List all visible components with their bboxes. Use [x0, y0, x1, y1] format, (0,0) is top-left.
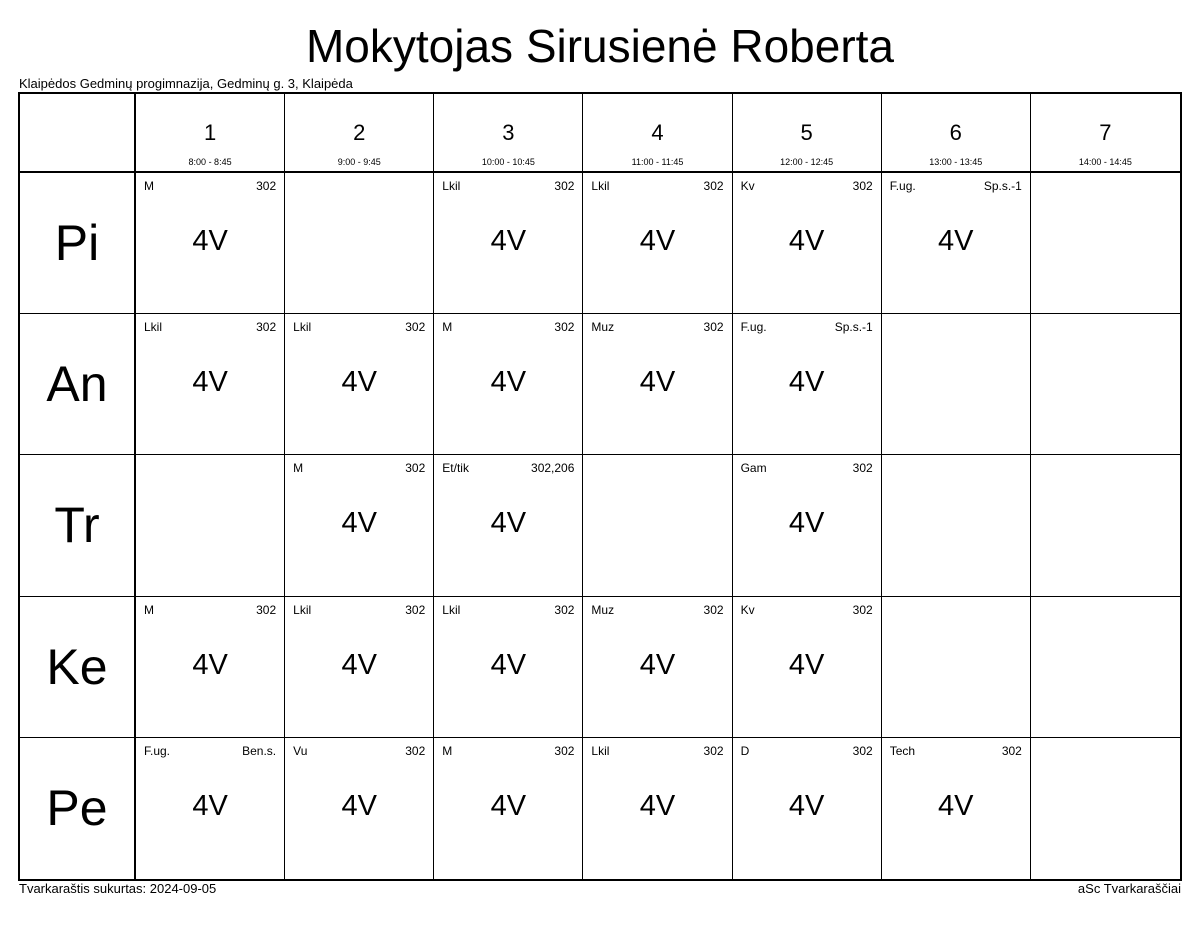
- lesson-class: 4V: [788, 789, 825, 822]
- lesson-subject: D: [740, 743, 750, 758]
- empty-cell: [882, 455, 1031, 596]
- period-header: [136, 94, 285, 173]
- period-header: [733, 94, 882, 173]
- period-number: 1: [203, 120, 217, 145]
- lesson-cell: [285, 597, 434, 738]
- lesson-cell: [882, 738, 1031, 879]
- lesson-subject: Muz: [591, 320, 615, 335]
- day-header: [20, 314, 136, 455]
- lesson-subject: M: [442, 743, 453, 758]
- lesson-subject: M: [144, 602, 154, 617]
- lesson-class: 4V: [639, 648, 676, 681]
- lesson-class: 4V: [192, 789, 228, 822]
- period-time: 10:00 - 10:45: [481, 157, 535, 167]
- lesson-subject: Lkil: [293, 602, 312, 617]
- lesson-class: 4V: [341, 366, 377, 399]
- period-number: 7: [1099, 120, 1112, 145]
- lesson-cell: [733, 455, 882, 596]
- lesson-room: 302: [1001, 743, 1022, 758]
- lesson-class: 4V: [938, 789, 974, 822]
- lesson-class: 4V: [490, 225, 527, 257]
- period-time: 11:00 - 11:45: [631, 157, 684, 167]
- lesson-room: 302: [703, 179, 724, 193]
- lesson-cell: [434, 173, 583, 314]
- brand-label: aSc Tvarkaraščiai: [1077, 881, 1181, 896]
- period-time: 12:00 - 12:45: [780, 157, 834, 167]
- lesson-cell: [733, 597, 882, 738]
- lesson-class: 4V: [788, 648, 825, 681]
- day-label: Tr: [54, 497, 100, 554]
- lesson-room: 302: [852, 743, 873, 758]
- lesson-subject: Et/tik: [442, 461, 469, 476]
- lesson-subject: Lkil: [591, 179, 610, 193]
- created-date: Tvarkaraštis sukurtas: 2024-09-05: [19, 881, 217, 896]
- lesson-cell: [733, 173, 882, 314]
- lesson-class: 4V: [639, 366, 676, 399]
- lesson-room: Ben.s.: [242, 743, 277, 758]
- lesson-cell: [733, 314, 882, 455]
- lesson-room: 302: [852, 602, 873, 617]
- lesson-subject: Lkil: [442, 179, 461, 193]
- lesson-subject: M: [144, 179, 154, 193]
- lesson-cell: [434, 314, 583, 455]
- lesson-room: 302: [554, 320, 575, 335]
- lesson-class: 4V: [490, 789, 527, 822]
- empty-cell: [1031, 455, 1180, 596]
- day-header: [20, 173, 136, 314]
- lesson-room: 302: [405, 602, 426, 617]
- empty-cell: [1031, 738, 1180, 879]
- timetable-grid: [18, 92, 1182, 881]
- day-label: Ke: [46, 638, 108, 695]
- lesson-class: 4V: [490, 366, 527, 399]
- empty-cell: [136, 455, 285, 596]
- day-label: Pe: [46, 780, 108, 837]
- lesson-cell: [583, 173, 732, 314]
- lesson-subject: Kv: [740, 602, 755, 617]
- lesson-room: 302: [703, 743, 724, 758]
- empty-cell: [285, 173, 434, 314]
- lesson-cell: [136, 314, 285, 455]
- day-header: [20, 455, 136, 596]
- lesson-cell: [285, 738, 434, 879]
- empty-cell: [1031, 173, 1180, 314]
- lesson-cell: [583, 314, 732, 455]
- lesson-cell: [434, 455, 583, 596]
- lesson-cell: [434, 738, 583, 879]
- lesson-room: 302: [256, 320, 277, 335]
- lesson-class: 4V: [788, 225, 825, 257]
- period-number: 3: [502, 120, 515, 145]
- lesson-class: 4V: [341, 789, 377, 822]
- lesson-subject: Gam: [740, 461, 767, 476]
- period-number: 2: [353, 120, 366, 145]
- lesson-class: 4V: [639, 789, 676, 822]
- day-header: [20, 738, 136, 879]
- lesson-subject: Kv: [740, 179, 755, 193]
- lesson-room: 302: [703, 602, 724, 617]
- empty-cell: [882, 597, 1031, 738]
- lesson-subject: Vu: [293, 743, 308, 758]
- period-time: 13:00 - 13:45: [929, 157, 983, 167]
- lesson-room: Sp.s.-1: [983, 179, 1022, 193]
- day-label: Pi: [54, 215, 100, 272]
- day-header: [20, 597, 136, 738]
- lesson-room: Sp.s.-1: [834, 320, 873, 335]
- lesson-cell: [583, 597, 732, 738]
- lesson-class: 4V: [490, 648, 527, 681]
- lesson-subject: Lkil: [293, 320, 312, 335]
- lesson-room: 302: [405, 320, 426, 335]
- period-header: [434, 94, 583, 173]
- lesson-room: 302: [256, 179, 277, 193]
- lesson-class: 4V: [192, 648, 228, 681]
- lesson-room: 302: [703, 320, 724, 335]
- school-address: Klaipėdos Gedminų progimnazija, Gedminų g. 3, Klaipėda: [19, 76, 353, 91]
- lesson-class: 4V: [639, 225, 676, 257]
- lesson-cell: [136, 738, 285, 879]
- lesson-cell: [285, 314, 434, 455]
- lesson-cell: [434, 597, 583, 738]
- lesson-subject: F.ug.: [740, 320, 767, 335]
- lesson-subject: Tech: [889, 743, 916, 758]
- lesson-cell: [882, 173, 1031, 314]
- period-header: [285, 94, 434, 173]
- lesson-subject: F.ug.: [144, 743, 171, 758]
- page-title: Mokytojas Sirusienė Roberta: [305, 20, 895, 72]
- lesson-cell: [136, 597, 285, 738]
- period-time: 8:00 - 8:45: [188, 157, 232, 167]
- lesson-cell: [583, 738, 732, 879]
- lesson-room: 302,206: [531, 461, 575, 476]
- empty-cell: [882, 314, 1031, 455]
- lesson-class: 4V: [788, 366, 825, 399]
- period-number: 5: [800, 120, 813, 145]
- lesson-class: 4V: [192, 366, 228, 399]
- period-time: 14:00 - 14:45: [1078, 157, 1132, 167]
- period-header: [583, 94, 732, 173]
- period-header: [1031, 94, 1180, 173]
- lesson-room: 302: [256, 602, 277, 617]
- lesson-room: 302: [554, 179, 575, 193]
- lesson-room: 302: [405, 461, 426, 476]
- lesson-room: 302: [554, 602, 575, 617]
- empty-cell: [1031, 597, 1180, 738]
- period-number: 6: [949, 120, 962, 145]
- period-time: 9:00 - 9:45: [337, 157, 381, 167]
- lesson-class: 4V: [192, 225, 228, 257]
- lesson-subject: Lkil: [144, 320, 163, 335]
- lesson-class: 4V: [341, 507, 377, 540]
- lesson-class: 4V: [788, 507, 825, 540]
- lesson-subject: Muz: [591, 602, 615, 617]
- lesson-room: 302: [554, 743, 575, 758]
- day-label: An: [46, 356, 108, 413]
- empty-cell: [1031, 314, 1180, 455]
- lesson-room: 302: [852, 179, 873, 193]
- period-number: 4: [651, 120, 664, 145]
- lesson-subject: Lkil: [591, 743, 610, 758]
- lesson-subject: Lkil: [442, 602, 461, 617]
- lesson-room: 302: [852, 461, 873, 476]
- lesson-cell: [285, 455, 434, 596]
- lesson-class: 4V: [938, 225, 974, 257]
- lesson-subject: F.ug.: [889, 179, 916, 193]
- lesson-class: 4V: [490, 507, 527, 540]
- lesson-cell: [733, 738, 882, 879]
- lesson-cell: [136, 173, 285, 314]
- lesson-subject: M: [293, 461, 304, 476]
- empty-cell: [583, 455, 732, 596]
- period-header: [882, 94, 1031, 173]
- lesson-room: 302: [405, 743, 426, 758]
- lesson-subject: M: [442, 320, 453, 335]
- lesson-class: 4V: [341, 648, 377, 681]
- corner-cell: [20, 94, 136, 173]
